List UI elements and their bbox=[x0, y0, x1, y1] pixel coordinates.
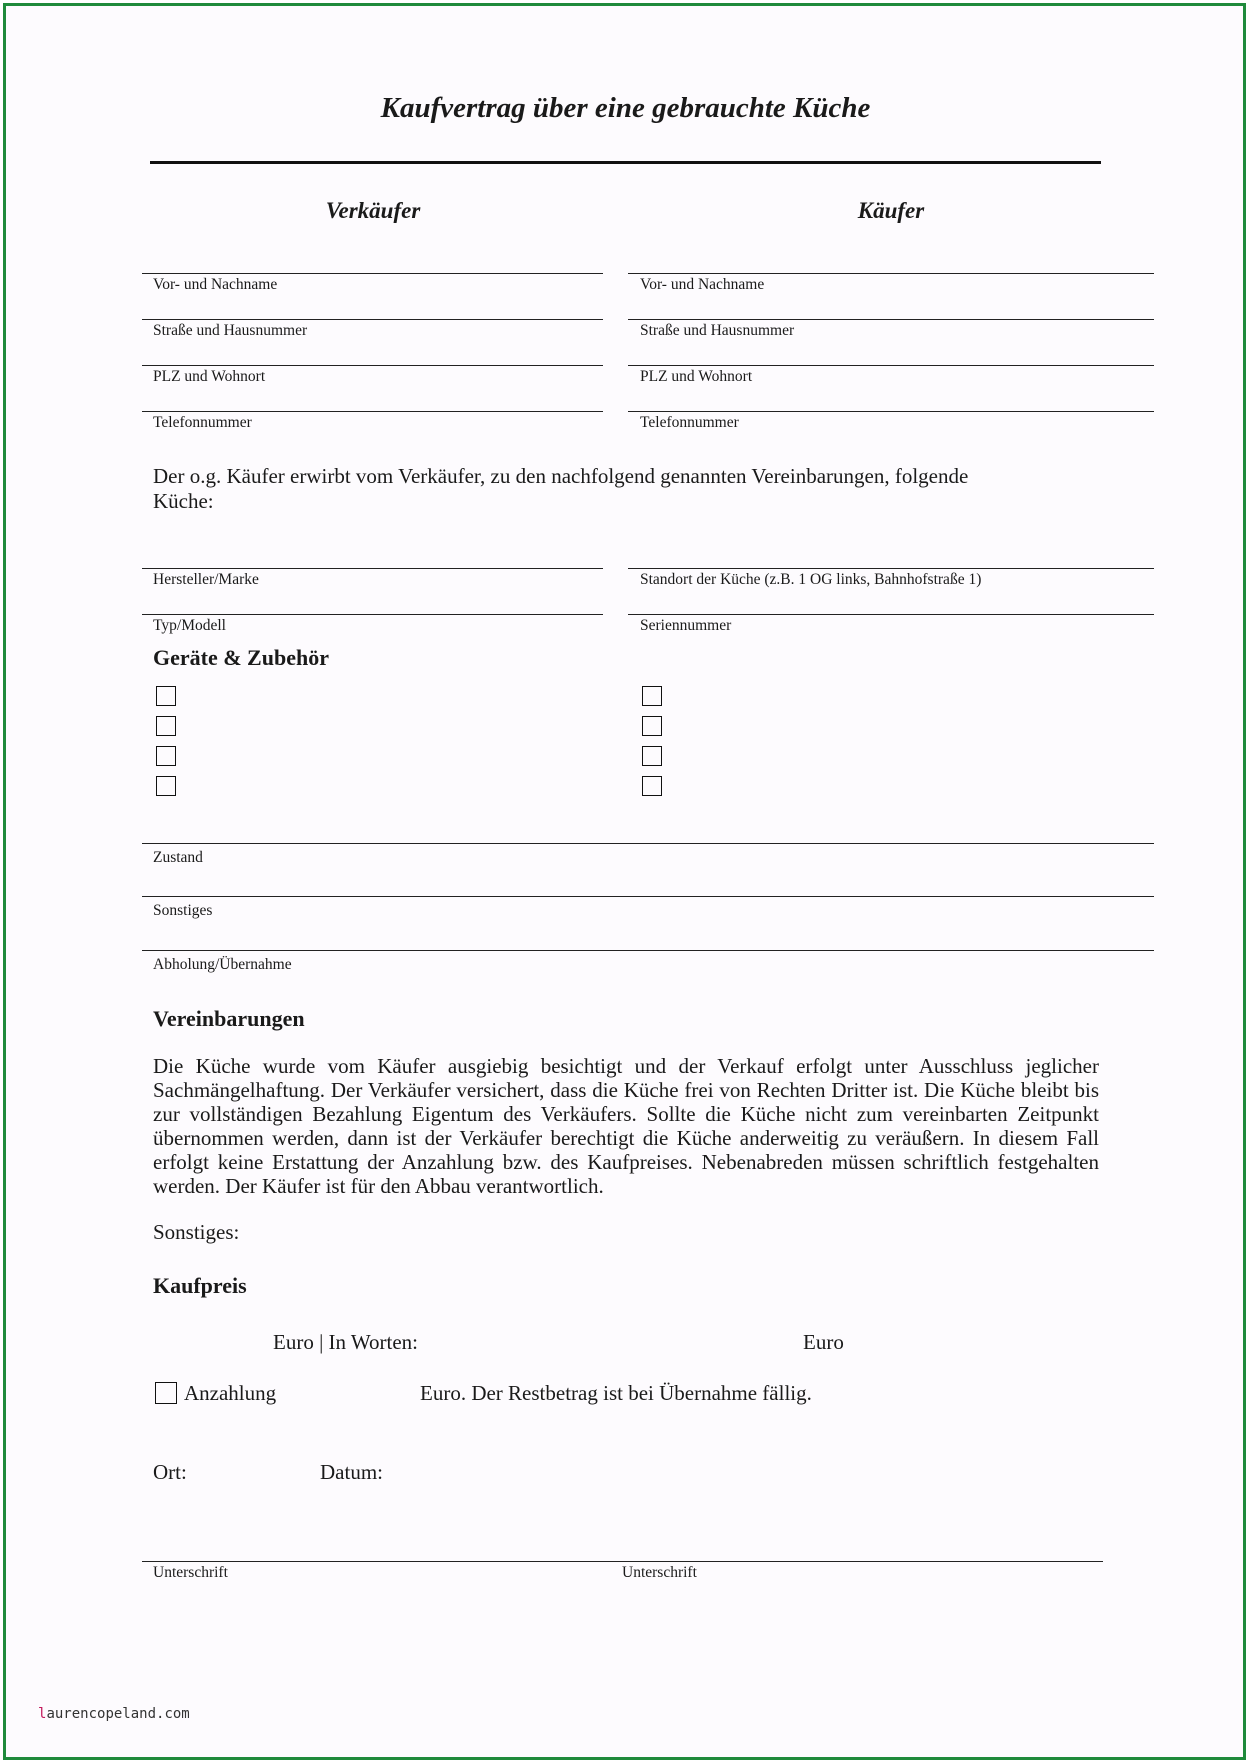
pickup-line[interactable] bbox=[142, 950, 1154, 951]
serial-line[interactable] bbox=[628, 614, 1154, 615]
seller-name-line[interactable] bbox=[142, 273, 603, 274]
brand-label: Hersteller/Marke bbox=[153, 571, 259, 588]
deposit-text: Euro. Der Restbetrag ist bei Übernahme fällig. bbox=[420, 1381, 812, 1405]
other-line[interactable] bbox=[142, 896, 1154, 897]
appliance-checkbox-right-1[interactable] bbox=[642, 686, 662, 706]
other-label: Sonstiges bbox=[153, 902, 213, 919]
title-divider bbox=[150, 161, 1101, 164]
deposit-checkbox[interactable] bbox=[155, 1382, 177, 1404]
misc-label: Sonstiges: bbox=[153, 1220, 240, 1244]
model-label: Typ/Modell bbox=[153, 617, 226, 634]
appliance-checkbox-right-2[interactable] bbox=[642, 716, 662, 736]
buyer-name-line[interactable] bbox=[628, 273, 1154, 274]
page-frame bbox=[3, 3, 1246, 1760]
appliance-checkbox-left-3[interactable] bbox=[156, 746, 176, 766]
price-heading: Kaufpreis bbox=[153, 1273, 247, 1298]
watermark-brand-letter: l bbox=[38, 1706, 47, 1722]
agreements-text: Die Küche wurde vom Käufer ausgiebig besichtigt und der Verkauf erfolgt unter Ausschluss jeglicher Sachmängelhaftung. Der Verkäufer versichert, dass die Küche frei von Rechten Dritter ist. Die Küche bleibt bis zur vollständigen Bezahlung Eigentum des Verkäufers. Sollte die Küche nicht zum vereinbarten Zeitpunkt übernommen werden, dann ist der Verkäufer berechtigt die Küche anderweitig zu veräußern. In diesem Fall erfolgt keine Erstattung der Anzahlung bzw. des Kaufpreises. Nebenabreden müssen schriftlich festgehalten werden. Der Käufer ist für den Abbau verantwortlich. bbox=[153, 1054, 1099, 1198]
seller-phone-line[interactable] bbox=[142, 411, 603, 412]
buyer-heading: Käufer bbox=[857, 198, 925, 223]
appliance-checkbox-left-1[interactable] bbox=[156, 686, 176, 706]
seller-signature-label: Unterschrift bbox=[153, 1564, 228, 1581]
watermark-text: aurencopeland.com bbox=[46, 1706, 190, 1722]
buyer-phone-line[interactable] bbox=[628, 411, 1154, 412]
seller-city-line[interactable] bbox=[142, 365, 603, 366]
seller-city-label: PLZ und Wohnort bbox=[153, 368, 266, 385]
pickup-label: Abholung/Übernahme bbox=[153, 956, 292, 973]
appliance-checkbox-left-2[interactable] bbox=[156, 716, 176, 736]
buyer-name-label: Vor- und Nachname bbox=[640, 276, 765, 293]
location-line[interactable] bbox=[628, 568, 1154, 569]
intro-line-1: Der o.g. Käufer erwirbt vom Verkäufer, zu den nachfolgend genannten Vereinbarungen, folgende bbox=[153, 464, 969, 488]
price-euro-label: Euro bbox=[803, 1330, 844, 1354]
condition-line[interactable] bbox=[142, 843, 1154, 844]
document-title: Kaufvertrag über eine gebrauchte Küche bbox=[380, 92, 871, 124]
buyer-phone-label: Telefonnummer bbox=[640, 414, 739, 431]
buyer-city-label: PLZ und Wohnort bbox=[640, 368, 753, 385]
agreements-heading: Vereinbarungen bbox=[153, 1006, 305, 1031]
model-line[interactable] bbox=[142, 614, 603, 615]
buyer-signature-label: Unterschrift bbox=[622, 1564, 697, 1581]
watermark bbox=[38, 1706, 190, 1722]
buyer-city-line[interactable] bbox=[628, 365, 1154, 366]
intro-line-2: Küche: bbox=[153, 489, 214, 513]
price-words-label: Euro | In Worten: bbox=[273, 1330, 419, 1354]
seller-name-label: Vor- und Nachname bbox=[153, 276, 278, 293]
place-label: Ort: bbox=[153, 1460, 187, 1484]
appliance-checkbox-right-4[interactable] bbox=[642, 776, 662, 796]
serial-label: Seriennummer bbox=[640, 617, 732, 634]
signature-line[interactable] bbox=[142, 1561, 1103, 1562]
location-label: Standort der Küche (z.B. 1 OG links, Bahnhofstraße 1) bbox=[640, 571, 982, 588]
seller-street-label: Straße und Hausnummer bbox=[153, 322, 308, 339]
appliance-checkbox-right-3[interactable] bbox=[642, 746, 662, 766]
buyer-street-line[interactable] bbox=[628, 319, 1154, 320]
seller-heading: Verkäufer bbox=[325, 198, 421, 223]
seller-phone-label: Telefonnummer bbox=[153, 414, 252, 431]
appliance-checkbox-left-4[interactable] bbox=[156, 776, 176, 796]
deposit-label: Anzahlung bbox=[184, 1381, 277, 1405]
buyer-street-label: Straße und Hausnummer bbox=[640, 322, 795, 339]
seller-street-line[interactable] bbox=[142, 319, 603, 320]
condition-label: Zustand bbox=[153, 849, 203, 866]
date-label: Datum: bbox=[320, 1460, 383, 1484]
brand-line[interactable] bbox=[142, 568, 603, 569]
appliances-heading: Geräte & Zubehör bbox=[153, 645, 329, 670]
